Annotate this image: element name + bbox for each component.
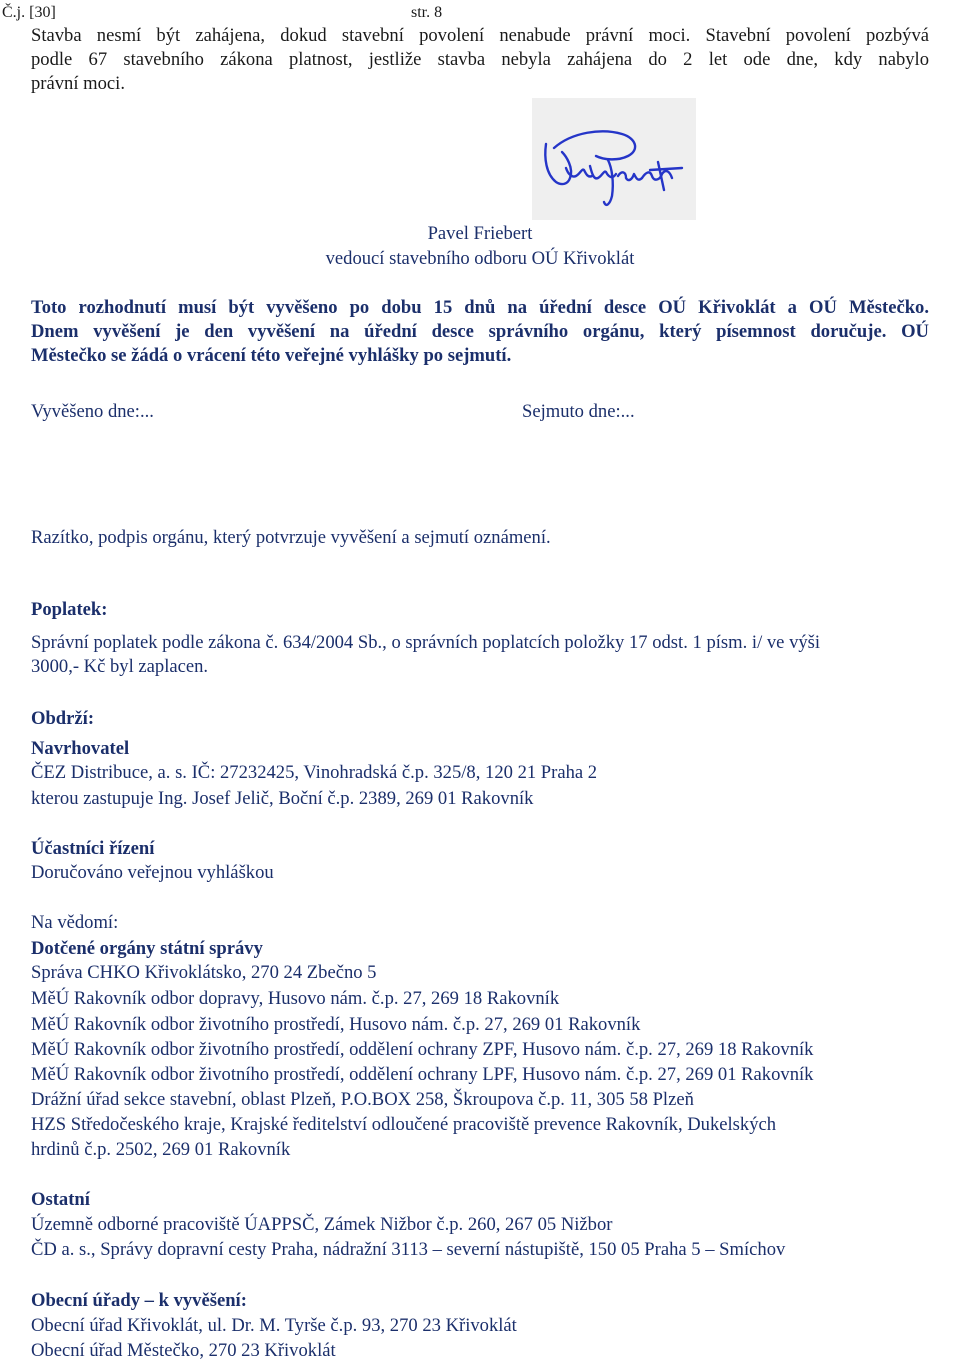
reference-number: Č.j. [30] [2,4,56,21]
stamp-note: Razítko, podpis orgánu, který potvrzuje vyvěšení a sejmutí oznámení. [31,527,551,548]
other-heading: Ostatní [31,1189,90,1210]
authority-item: hrdinů č.p. 2502, 269 01 Rakovník [31,1139,291,1160]
signatory-name: Pavel Friebert [427,223,533,244]
municipal-item: Obecní úřad Městečko, 270 23 Křivoklát [31,1340,336,1361]
authority-item: Drážní úřad sekce stavební, oblast Plzeň, P.O.BOX 258, Škroupova č.p. 11, 305 58 Plzeň [31,1089,694,1110]
notice-line: Dnem vyvěšení je den vyvěšení na úřední desce správního orgánu, který písemnost doručuje. OÚ [31,321,929,342]
cc-label: Na vědomí: [31,912,119,933]
posted-date-field: Vyvěšeno dne:... [31,401,154,422]
applicant-heading: Navrhovatel [31,738,130,759]
posting-notice [31,296,929,368]
participants-heading: Účastníci řízení [31,838,155,859]
intro-paragraph [31,24,929,96]
authority-item: Správa CHKO Křivoklátsko, 270 24 Zbečno 5 [31,962,377,983]
notice-line: Městečko se žádá o vrácení této veřejné vyhlášky po sejmutí. [31,345,512,366]
handwritten-signature-icon [532,98,696,220]
applicant-line: kterou zastupuje Ing. Josef Jelič, Boční č.p. 2389, 269 01 Rakovník [31,788,534,809]
intro-line: Stavba nesmí být zahájena, dokud stavební povolení nenabude právní moci. Stavební povolení pozbývá [31,25,929,46]
authority-item: HZS Středočeského kraje, Krajské ředitelství odloučené pracoviště prevence Rakovník, Dukelských [31,1114,777,1135]
other-item: ČD a. s., Správy dopravní cesty Praha, nádražní 3113 – severní nástupiště, 150 05 Praha 5 – Smíchov [31,1239,786,1260]
fee-line: Správní poplatek podle zákona č. 634/2004 Sb., o správních poplatcích položky 17 odst. 1 písm. i/ ve výši [31,632,821,653]
fee-line: 3000,- Kč byl zaplacen. [31,656,209,677]
municipal-item: Obecní úřad Křivoklát, ul. Dr. M. Tyrše č.p. 93, 270 23 Křivoklát [31,1315,517,1336]
municipal-heading: Obecní úřady – k vyvěšení: [31,1290,247,1311]
signatory-role: vedoucí stavebního odboru OÚ Křivoklát [325,248,635,269]
notice-line: Toto rozhodnutí musí být vyvěšeno po dobu 15 dnů na úřední desce OÚ Křivoklát a OÚ Městečko. [31,297,929,318]
fee-heading: Poplatek: [31,599,108,620]
recipients-heading: Obdrží: [31,708,95,729]
signature-image [532,98,696,220]
authority-item: MěÚ Rakovník odbor životního prostředí, oddělení ochrany ZPF, Husovo nám. č.p. 27, 269 18 Rakovník [31,1039,814,1060]
other-item: Územně odborné pracoviště ÚAPPSČ, Zámek Nižbor č.p. 260, 267 05 Nižbor [31,1214,613,1235]
applicant-line: ČEZ Distribuce, a. s. IČ: 27232425, Vinohradská č.p. 325/8, 120 21 Praha 2 [31,762,598,783]
intro-line: právní moci. [31,73,125,94]
authority-item: MěÚ Rakovník odbor životního prostředí, Husovo nám. č.p. 27, 269 01 Rakovník [31,1014,641,1035]
participants-line: Doručováno veřejnou vyhláškou [31,862,274,883]
removed-date-field: Sejmuto dne:... [522,401,635,422]
authority-item: MěÚ Rakovník odbor dopravy, Husovo nám. č.p. 27, 269 18 Rakovník [31,988,560,1009]
authorities-heading: Dotčené orgány státní správy [31,938,263,959]
intro-line: podle 67 stavebního zákona platnost, jestliže stavba nebyla zahájena do 2 let ode dne, kdy nabylo [31,49,929,70]
authority-item: MěÚ Rakovník odbor životního prostředí, oddělení ochrany LPF, Husovo nám. č.p. 27, 269 01 Rakovník [31,1064,814,1085]
page-number: str. 8 [411,4,443,21]
